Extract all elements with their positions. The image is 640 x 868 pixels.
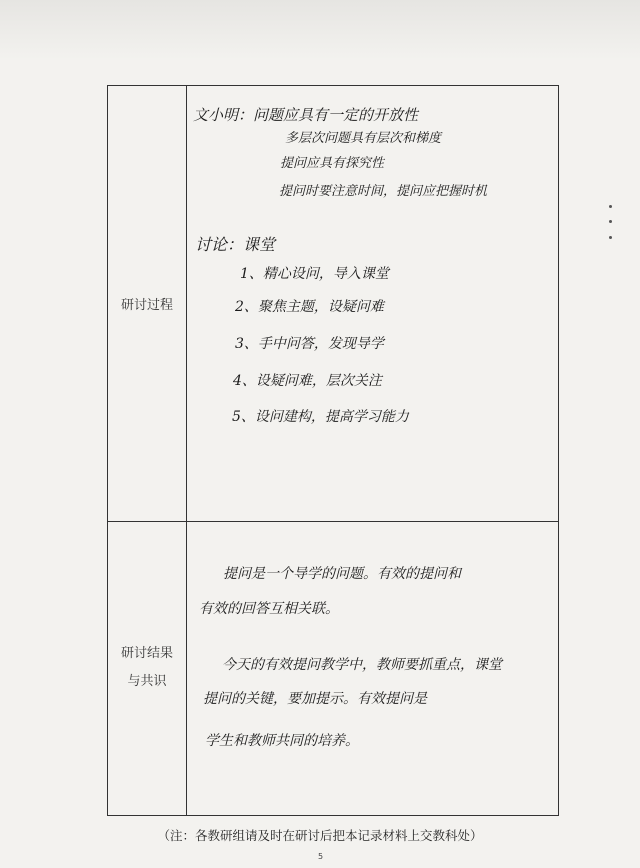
margin-dot <box>609 205 612 208</box>
process-speaker-line: 文小明：问题应具有一定的开放性 <box>193 106 419 124</box>
result-line-5: 学生和教师共同的培养。 <box>205 733 359 749</box>
process-line-2: 多层次问题具有层次和梯度 <box>285 131 442 146</box>
result-line-3: 今天的有效提问教学中，教师要抓重点，课堂 <box>222 657 502 673</box>
row-label-result-line1: 研讨结果 <box>120 646 173 661</box>
row-divider <box>108 521 558 522</box>
footer-note: （注：各教研组请及时在研讨后把本记录材料上交教科处） <box>157 828 483 843</box>
row-label-result <box>108 640 186 696</box>
page-number: 5 <box>318 852 324 861</box>
page-top-shading <box>0 0 640 60</box>
process-point-3: 3、手中问答，发现导学 <box>235 336 384 352</box>
result-line-2: 有效的回答互相关联。 <box>199 601 339 617</box>
row-label-result-line2: 与共识 <box>127 674 167 689</box>
result-line-1: 提问是一个导学的问题。有效的提问和 <box>223 566 461 582</box>
margin-dot <box>609 236 612 239</box>
process-point-4: 4、设疑问难，层次关注 <box>233 373 382 389</box>
process-point-5: 5、设问建构，提高学习能力 <box>232 409 409 425</box>
process-line-3: 提问应具有探究性 <box>280 156 385 171</box>
process-summary-heading: 讨论：课堂 <box>195 235 276 254</box>
process-point-2: 2、聚焦主题，设疑问难 <box>235 299 384 315</box>
result-line-4: 提问的关键，要加提示。有效提问是 <box>203 691 427 707</box>
process-point-1: 1、精心设问，导入课堂 <box>240 266 389 282</box>
row-label-process: 研讨过程 <box>120 298 173 313</box>
margin-dot <box>609 220 612 223</box>
process-line-4: 提问时要注意时间，提问应把握时机 <box>279 184 488 199</box>
column-divider <box>186 86 187 815</box>
